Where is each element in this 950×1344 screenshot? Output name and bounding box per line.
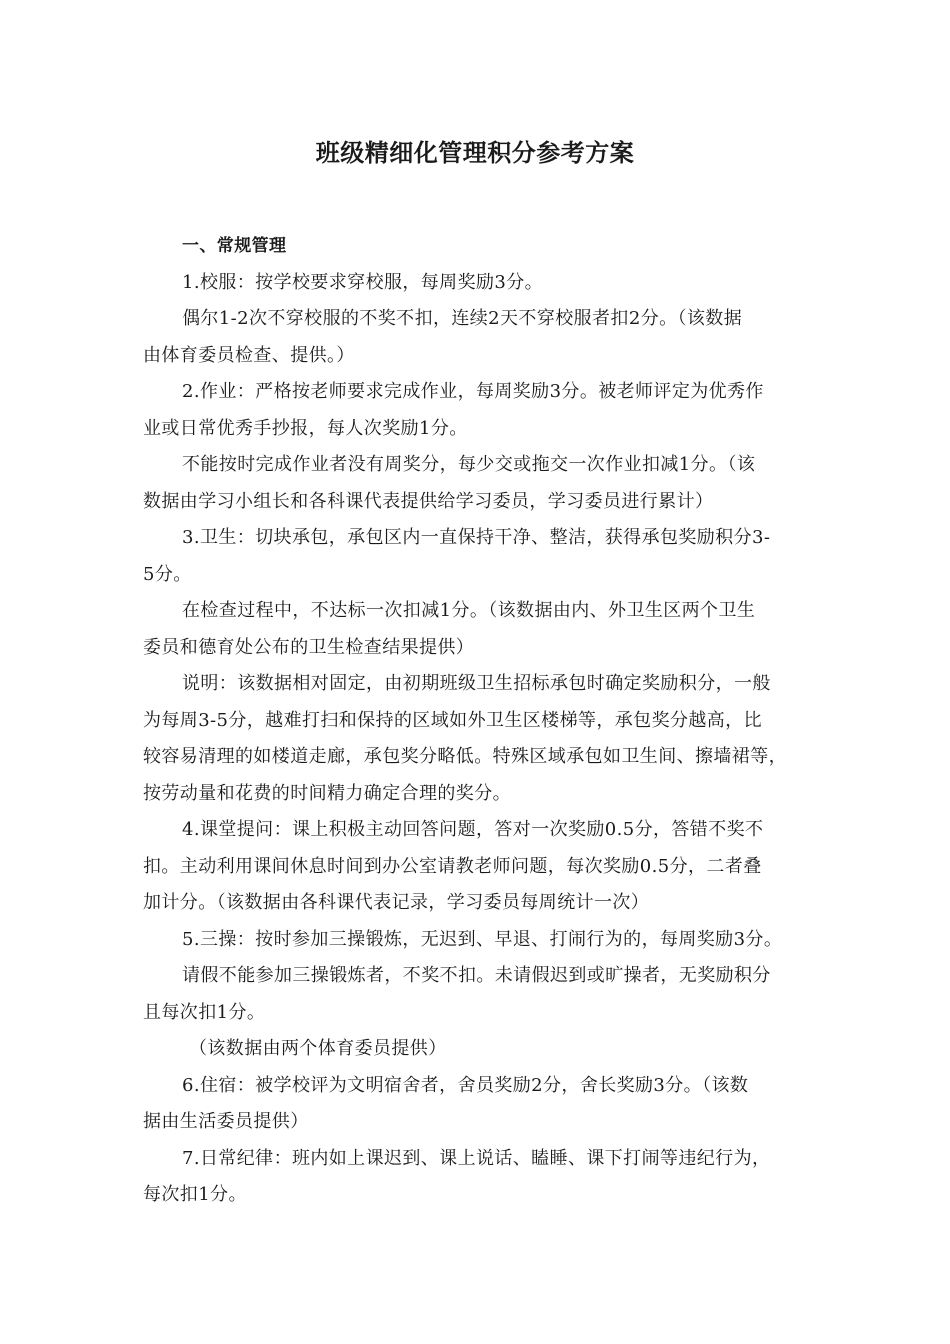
text-line: 4.课堂提问：课上积极主动回答问题，答对一次奖励0.5分，答错不奖不 [182,819,764,840]
text-line: 不能按时完成作业者没有周奖分，每少交或拖交一次作业扣减1分。（该 [182,454,756,475]
text-line: 为每周3-5分，越难打扫和保持的区域如外卫生区楼梯等，承包奖分越高，比 [143,709,762,731]
text-line: 加计分。（该数据由各科课代表记录，学习委员每周统计一次） [143,892,650,913]
text-line: 较容易清理的如楼道走廊，承包奖分略低。特殊区域承包如卫生间、擦墙裙等， [143,746,787,767]
text-line: 且每次扣1分。 [143,1001,266,1023]
text-line: 3.卫生：切块承包，承包区内一直保持干净、整洁，获得承包奖励积分3- [182,527,771,548]
text-line: 数据由学习小组长和各科课代表提供给学习委员，学习委员进行累计） [143,490,714,512]
text-line: 偶尔1-2次不穿校服的不奖不扣，连续2天不穿校服者扣2分。（该数据 [182,308,743,329]
text-line: 2.作业：严格按老师要求完成作业，每周奖励3分。被老师评定为优秀作 [182,381,764,402]
text-line: 业或日常优秀手抄报，每人次奖励1分。 [143,417,468,439]
text-line: 6.住宿：被学校评为文明宿舍者，舍员奖励2分，舍长奖励3分。（该数 [182,1074,749,1096]
text-line: 扣。主动利用课间休息时间到办公室请教老师问题，每次奖励0.5分，二者叠 [143,855,762,877]
text-line: 委员和德育处公布的卫生检查结果提供） [143,636,475,658]
text-line: （该数据由两个体育委员提供） [189,1038,447,1059]
text-line: 1.校服：按学校要求穿校服，每周奖励3分。 [182,271,544,293]
text-line: 据由生活委员提供） [143,1111,309,1132]
text-line: 5分。 [143,563,192,585]
text-line: 说明：该数据相对固定，由初期班级卫生招标承包时确定奖励积分，一般 [182,673,771,694]
text-line: 每次扣1分。 [143,1184,247,1205]
text-line: 5.三操：按时参加三操锻炼，无迟到、早退、打闹行为的，每周奖励3分。 [182,928,783,950]
text-line: 请假不能参加三操锻炼者，不奖不扣。未请假迟到或旷操者，无奖励积分 [182,965,771,986]
document-title: 班级精细化管理积分参考方案 [315,139,635,167]
text-line: 在检查过程中，不达标一次扣减1分。（该数据由内、外卫生区两个卫生 [182,600,756,621]
text-line: 由体育委员检查、提供。） [143,344,355,366]
text-line: 7.日常纪律：班内如上课迟到、课上说话、瞌睡、课下打闹等违纪行为， [182,1147,771,1169]
section-heading: 一、常规管理 [182,236,287,256]
document-body [143,228,810,1214]
text-line: 按劳动量和花费的时间精力确定合理的奖分。 [143,782,511,804]
